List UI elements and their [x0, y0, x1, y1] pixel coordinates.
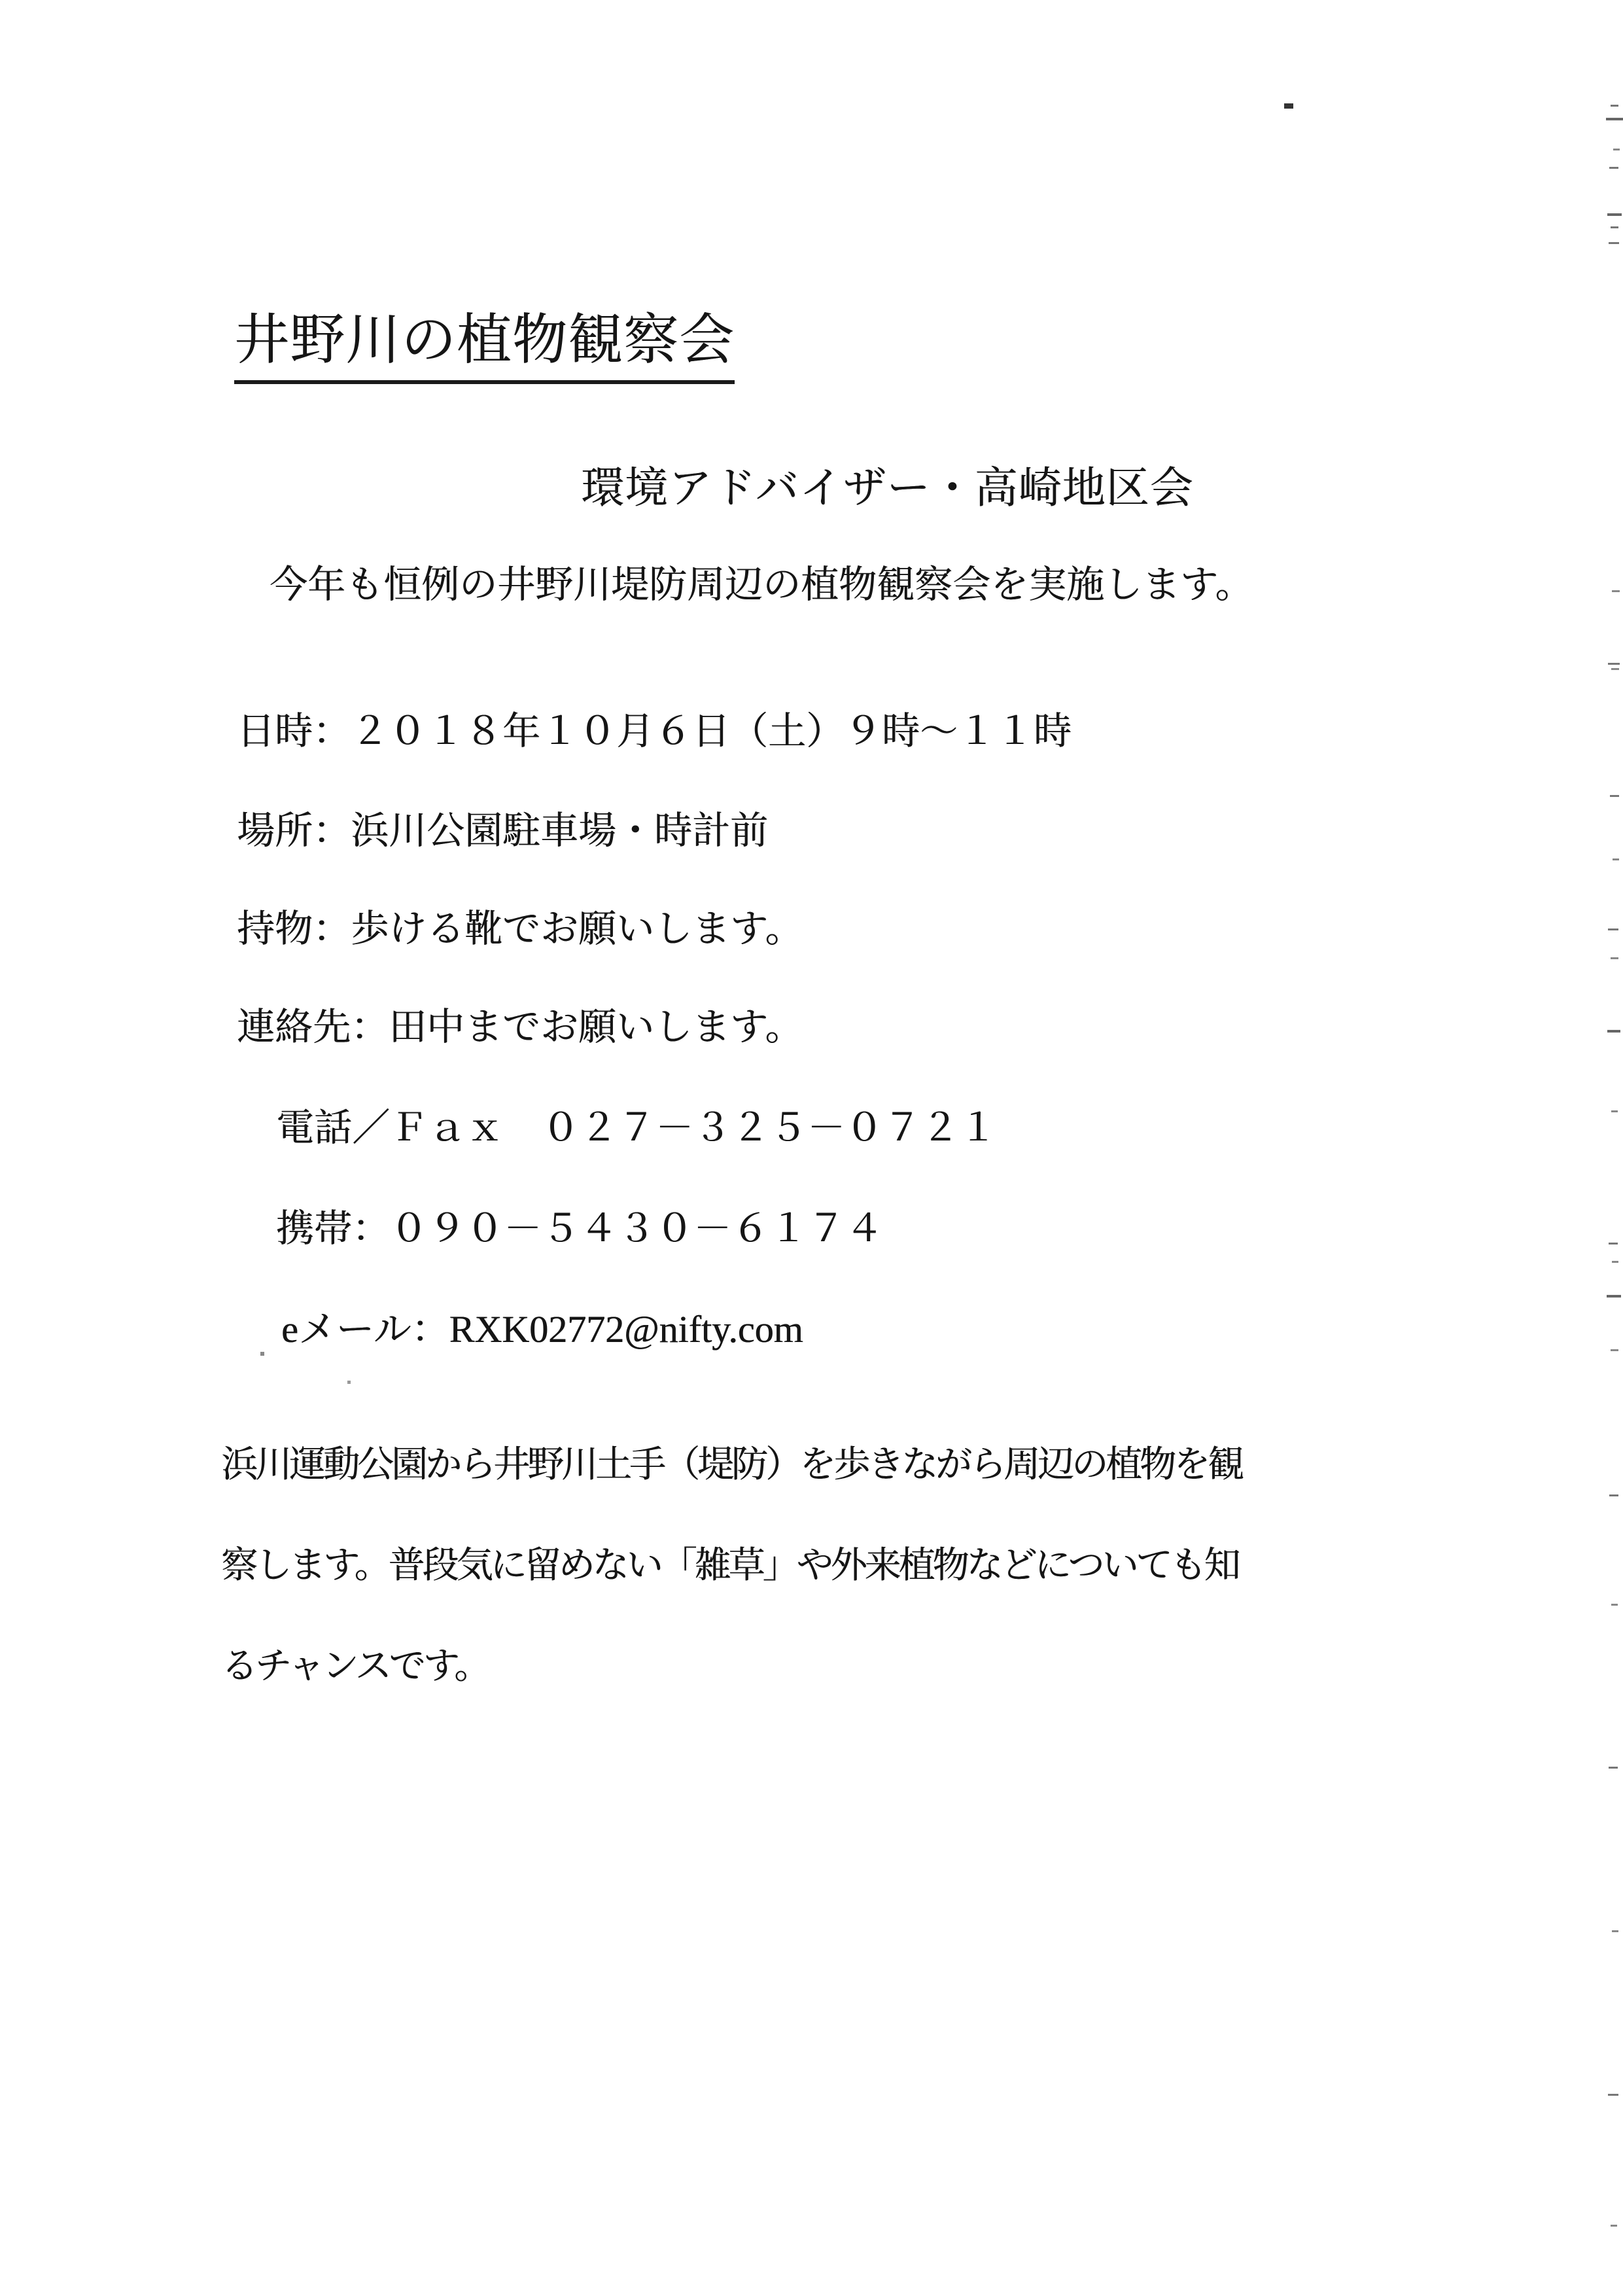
scan-noise-speck — [1609, 1767, 1618, 1769]
organizer-line: 環境アドバイザー・高崎地区会 — [581, 465, 1194, 512]
scan-noise-speck — [1612, 1261, 1618, 1263]
event-contact-line: 連絡先：田中までお願いします。 — [237, 1006, 803, 1048]
scan-noise-speck — [1608, 928, 1618, 930]
scan-noise-speck — [1284, 103, 1293, 109]
scan-noise-speck — [1610, 795, 1619, 797]
scan-noise-speck — [1611, 105, 1618, 107]
scan-noise-speck — [1613, 858, 1619, 860]
scan-noise-speck — [1612, 590, 1620, 592]
scan-noise-speck — [260, 1352, 264, 1356]
scan-noise-speck — [1607, 1295, 1621, 1298]
description-line-2: 察します。普段気に留めない「雑草」や外来植物などについても知 — [221, 1545, 1238, 1586]
scan-noise-speck — [1608, 2094, 1618, 2096]
email-line: eメール：RXK02772@nifty.com — [281, 1308, 803, 1351]
scan-noise-speck — [1607, 213, 1622, 216]
scan-noise-speck — [1609, 167, 1618, 169]
event-bring-line: 持物：歩ける靴でお願いします。 — [237, 908, 803, 950]
scan-noise-speck — [347, 1381, 351, 1384]
phone-fax-line: 電話／Ｆａｘ ０２７－３２５－０７２１ — [276, 1106, 998, 1149]
scan-noise-speck — [1613, 149, 1620, 150]
scan-noise-speck — [1611, 957, 1618, 959]
event-datetime-line: 日時：２０１８年１０月６日（土）９時～１１時 — [237, 710, 1072, 752]
scan-noise-speck — [1609, 242, 1619, 244]
scan-noise-speck — [1611, 226, 1618, 228]
scan-noise-speck — [1608, 663, 1620, 665]
intro-line: 今年も恒例の井野川堤防周辺の植物観察会を実施します。 — [270, 563, 1253, 606]
description-line-3: るチャンスです。 — [221, 1646, 489, 1687]
description-line-1: 浜川運動公園から井野川土手（堤防）を歩きながら周辺の植物を観 — [221, 1445, 1242, 1485]
scan-noise-speck — [1611, 1349, 1618, 1351]
scan-noise-speck — [1609, 1494, 1618, 1496]
event-place-line: 場所：浜川公園駐車場・時計前 — [237, 809, 769, 852]
scan-noise-speck — [1612, 1930, 1618, 1932]
scan-noise-speck — [1611, 2225, 1617, 2227]
scan-noise-speck — [1611, 668, 1619, 670]
scan-noise-speck — [1606, 118, 1623, 120]
page-title: 井野川の植物観察会 — [234, 296, 735, 384]
scan-noise-speck — [1609, 1243, 1618, 1245]
scan-noise-speck — [1611, 1604, 1618, 1606]
scan-noise-speck — [1607, 1030, 1620, 1033]
mobile-line: 携帯：０９０－５４３０－６１７４ — [276, 1207, 884, 1250]
scan-noise-speck — [1611, 1110, 1618, 1112]
